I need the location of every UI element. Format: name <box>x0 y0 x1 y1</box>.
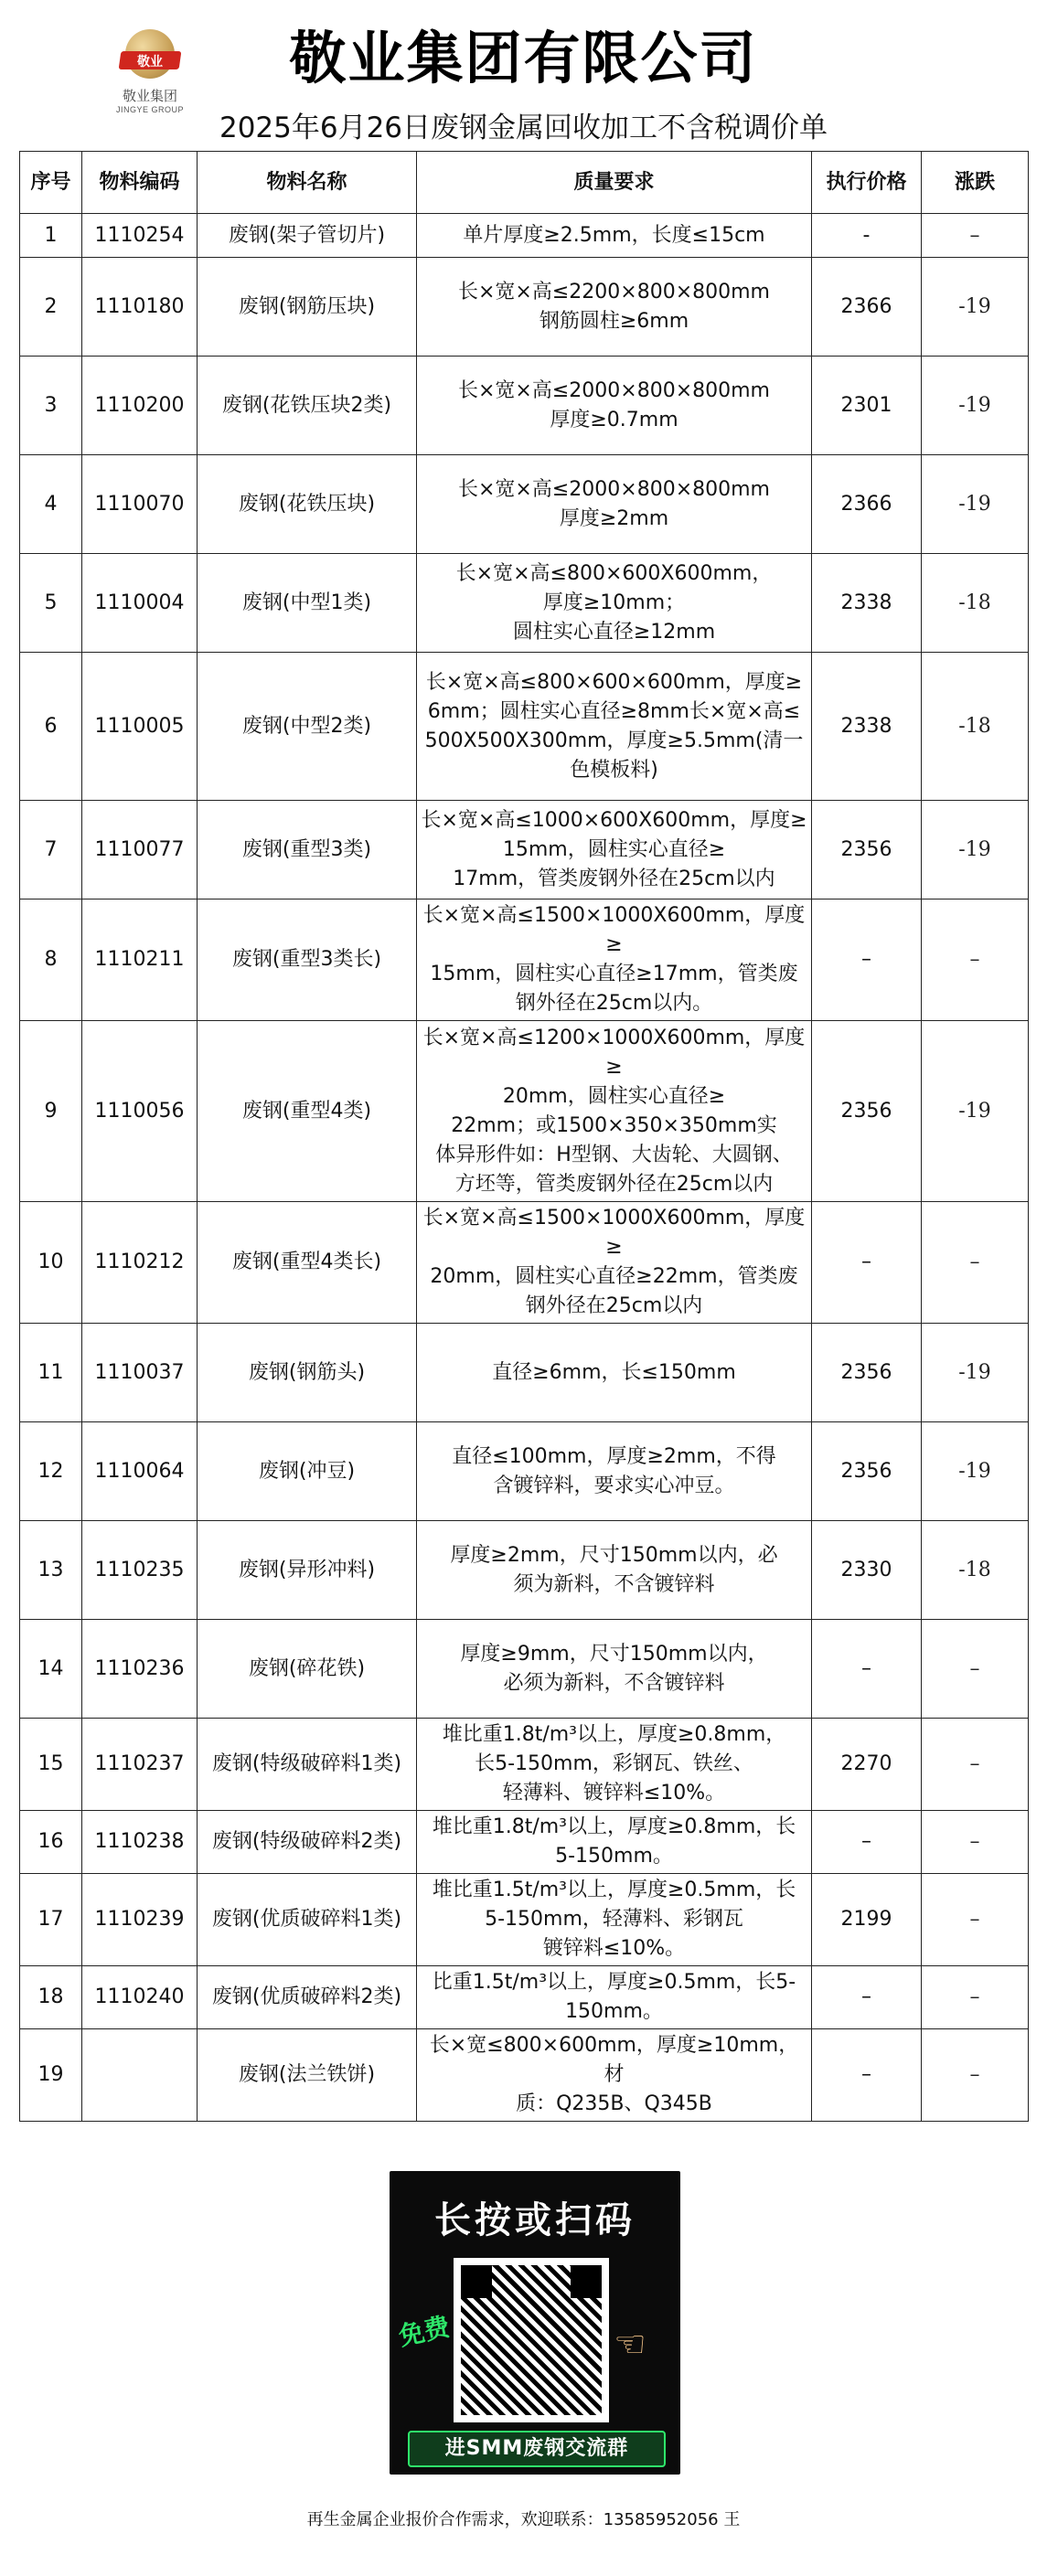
row-number-cell: 6 <box>20 653 82 801</box>
table-row <box>20 1202 1029 1324</box>
row-number-cell: 14 <box>20 1620 82 1719</box>
logo-text-en: JINGYE GROUP <box>115 105 184 114</box>
material-name-cell: 废钢(碎花铁) <box>198 1620 417 1719</box>
table-row <box>20 1719 1029 1811</box>
document-subtitle: 2025年6月26日废钢金属回收加工不含税调价单 <box>219 112 828 144</box>
row-number-cell: 18 <box>20 1966 82 2029</box>
pointing-hand-icon: ☜ <box>614 2324 646 2366</box>
row-number-cell: 17 <box>20 1874 82 1966</box>
row-number-cell: 5 <box>20 554 82 653</box>
material-name-cell: 废钢(重型3类) <box>198 801 417 899</box>
qr-banner: 进SMM废钢交流群 <box>408 2431 666 2467</box>
qr-promo-card[interactable] <box>390 2171 680 2475</box>
material-name-cell: 废钢(花铁压块) <box>198 455 417 554</box>
row-number-cell: 8 <box>20 899 82 1021</box>
material-name-cell: 废钢(钢筋压块) <box>198 258 417 357</box>
material-name-cell: 废钢(中型2类) <box>198 653 417 801</box>
row-number-cell: 10 <box>20 1202 82 1324</box>
table-row <box>20 1966 1029 2029</box>
material-code-cell: 1110235 <box>82 1521 198 1620</box>
material-code-cell: 1110064 <box>82 1422 198 1521</box>
quality-requirement-cell: 直径≤100mm，厚度≥2mm，不得 含镀锌料，要求实心冲豆。 <box>417 1422 812 1521</box>
company-name: 敬业集团有限公司 <box>289 25 758 91</box>
price-change-cell: -19 <box>922 455 1029 554</box>
price-cell: – <box>812 2029 922 2122</box>
price-change-cell: -19 <box>922 1324 1029 1422</box>
quality-requirement-cell: 长×宽×高≤1200×1000X600mm，厚度≥ 20mm，圆柱实心直径≥ 22mm；或1500×350×350mm实 体异形件如：H型钢、大齿轮、大圆钢、 方坯等，管类废钢外径在25cm以内 <box>417 1021 812 1202</box>
col-header-price: 执行价格 <box>812 152 922 214</box>
price-cell: 2356 <box>812 1422 922 1521</box>
quality-requirement-cell: 长×宽×高≤2200×800×800mm 钢筋圆柱≥6mm <box>417 258 812 357</box>
quality-requirement-cell: 堆比重1.8t/m³以上，厚度≥0.8mm， 长5-150mm，彩钢瓦、铁丝、 轻薄料、镀锌料≤10%。 <box>417 1719 812 1811</box>
quality-requirement-cell: 长×宽×高≤1000×600X600mm，厚度≥ 15mm，圆柱实心直径≥ 17mm，管类废钢外径在25cm以内 <box>417 801 812 899</box>
price-cell: 2338 <box>812 554 922 653</box>
price-change-cell: -19 <box>922 258 1029 357</box>
table-row <box>20 214 1029 258</box>
row-number-cell: 16 <box>20 1811 82 1874</box>
quality-requirement-cell: 长×宽×高≤2000×800×800mm 厚度≥0.7mm <box>417 357 812 455</box>
logo-emblem-icon: 敬业 <box>118 27 182 80</box>
price-cell: 2366 <box>812 258 922 357</box>
row-number-cell: 9 <box>20 1021 82 1202</box>
price-change-cell: -19 <box>922 801 1029 899</box>
table-row <box>20 1021 1029 1202</box>
col-header-requirement: 质量要求 <box>417 152 812 214</box>
price-cell: 2199 <box>812 1874 922 1966</box>
material-name-cell: 废钢(法兰铁饼) <box>198 2029 417 2122</box>
price-cell: 2356 <box>812 801 922 899</box>
price-change-cell: -19 <box>922 1422 1029 1521</box>
row-number-cell: 2 <box>20 258 82 357</box>
table-row <box>20 258 1029 357</box>
price-change-cell: – <box>922 1620 1029 1719</box>
quality-requirement-cell: 长×宽≤800×600mm，厚度≥10mm，材 质：Q235B、Q345B <box>417 2029 812 2122</box>
price-cell: - <box>812 214 922 258</box>
row-number-cell: 1 <box>20 214 82 258</box>
table-row <box>20 357 1029 455</box>
quality-requirement-cell: 直径≥6mm，长≤150mm <box>417 1324 812 1422</box>
price-change-cell: – <box>922 1811 1029 1874</box>
price-cell: – <box>812 1811 922 1874</box>
price-change-cell: -18 <box>922 653 1029 801</box>
material-name-cell: 废钢(特级破碎料2类) <box>198 1811 417 1874</box>
row-number-cell: 4 <box>20 455 82 554</box>
price-table <box>19 151 1029 2122</box>
price-cell: 2356 <box>812 1324 922 1422</box>
table-row <box>20 1874 1029 1966</box>
row-number-cell: 3 <box>20 357 82 455</box>
material-code-cell: 1110070 <box>82 455 198 554</box>
table-row <box>20 1811 1029 1874</box>
quality-requirement-cell: 单片厚度≥2.5mm，长度≤15cm <box>417 214 812 258</box>
price-cell: 2330 <box>812 1521 922 1620</box>
material-name-cell: 废钢(异形冲料) <box>198 1521 417 1620</box>
material-code-cell: 1110254 <box>82 214 198 258</box>
material-code-cell: 1110211 <box>82 899 198 1021</box>
price-change-cell: – <box>922 214 1029 258</box>
table-row <box>20 1324 1029 1422</box>
material-code-cell <box>82 2029 198 2122</box>
price-cell: 2270 <box>812 1719 922 1811</box>
logo-text-cn: 敬业集团 <box>122 88 177 104</box>
qr-free-label: 免费 <box>396 2311 453 2352</box>
material-name-cell: 废钢(优质破碎料2类) <box>198 1966 417 2029</box>
price-change-cell: – <box>922 1966 1029 2029</box>
quality-requirement-cell: 堆比重1.5t/m³以上，厚度≥0.5mm，长 5-150mm，轻薄料、彩钢瓦 镀锌料≤10%。 <box>417 1874 812 1966</box>
quality-requirement-cell: 比重1.5t/m³以上，厚度≥0.5mm，长5- 150mm。 <box>417 1966 812 2029</box>
material-code-cell: 1110239 <box>82 1874 198 1966</box>
material-name-cell: 废钢(重型4类长) <box>198 1202 417 1324</box>
col-header-change: 涨跌 <box>922 152 1029 214</box>
price-change-cell: – <box>922 1874 1029 1966</box>
table-row <box>20 2029 1029 2122</box>
quality-requirement-cell: 堆比重1.8t/m³以上，厚度≥0.8mm，长 5-150mm。 <box>417 1811 812 1874</box>
price-cell: – <box>812 1202 922 1324</box>
material-code-cell: 1110005 <box>82 653 198 801</box>
material-name-cell: 废钢(中型1类) <box>198 554 417 653</box>
quality-requirement-cell: 长×宽×高≤2000×800×800mm 厚度≥2mm <box>417 455 812 554</box>
price-change-cell: – <box>922 2029 1029 2122</box>
row-number-cell: 7 <box>20 801 82 899</box>
row-number-cell: 15 <box>20 1719 82 1811</box>
material-name-cell: 废钢(优质破碎料1类) <box>198 1874 417 1966</box>
price-cell: – <box>812 899 922 1021</box>
material-code-cell: 1110200 <box>82 357 198 455</box>
row-number-cell: 11 <box>20 1324 82 1422</box>
price-cell: 2366 <box>812 455 922 554</box>
table-row <box>20 653 1029 801</box>
quality-requirement-cell: 长×宽×高≤800×600X600mm， 厚度≥10mm； 圆柱实心直径≥12mm <box>417 554 812 653</box>
quality-requirement-cell: 厚度≥9mm，尺寸150mm以内， 必须为新料，不含镀锌料 <box>417 1620 812 1719</box>
quality-requirement-cell: 长×宽×高≤800×600×600mm，厚度≥ 6mm；圆柱实心直径≥8mm长×宽×高≤ 500X500X300mm，厚度≥5.5mm(清一 色模板料) <box>417 653 812 801</box>
table-row <box>20 554 1029 653</box>
table-row <box>20 801 1029 899</box>
price-change-cell: – <box>922 899 1029 1021</box>
row-number-cell: 13 <box>20 1521 82 1620</box>
qr-title: 长按或扫码 <box>434 2199 636 2241</box>
table-row <box>20 1521 1029 1620</box>
table-row <box>20 1620 1029 1719</box>
price-cell: 2356 <box>812 1021 922 1202</box>
price-change-cell: – <box>922 1719 1029 1811</box>
table-header-row <box>20 152 1029 214</box>
price-cell: 2301 <box>812 357 922 455</box>
quality-requirement-cell: 长×宽×高≤1500×1000X600mm，厚度≥ 20mm，圆柱实心直径≥22mm，管类废 钢外径在25cm以内 <box>417 1202 812 1324</box>
table-row <box>20 899 1029 1021</box>
material-name-cell: 废钢(特级破碎料1类) <box>198 1719 417 1811</box>
price-cell: – <box>812 1620 922 1719</box>
material-name-cell: 废钢(冲豆) <box>198 1422 417 1521</box>
qr-code-icon[interactable] <box>454 2258 609 2422</box>
quality-requirement-cell: 长×宽×高≤1500×1000X600mm，厚度≥ 15mm，圆柱实心直径≥17mm，管类废 钢外径在25cm以内。 <box>417 899 812 1021</box>
price-cell: 2338 <box>812 653 922 801</box>
material-code-cell: 1110240 <box>82 1966 198 2029</box>
row-number-cell: 19 <box>20 2029 82 2122</box>
material-code-cell: 1110077 <box>82 801 198 899</box>
material-code-cell: 1110037 <box>82 1324 198 1422</box>
material-name-cell: 废钢(钢筋头) <box>198 1324 417 1422</box>
col-header-code: 物料编码 <box>82 152 198 214</box>
table-row <box>20 455 1029 554</box>
quality-requirement-cell: 厚度≥2mm，尺寸150mm以内，必 须为新料，不含镀锌料 <box>417 1521 812 1620</box>
price-change-cell: -18 <box>922 1521 1029 1620</box>
material-name-cell: 废钢(架子管切片) <box>198 214 417 258</box>
material-name-cell: 废钢(花铁压块2类) <box>198 357 417 455</box>
material-code-cell: 1110237 <box>82 1719 198 1811</box>
material-name-cell: 废钢(重型3类长) <box>198 899 417 1021</box>
col-header-no: 序号 <box>20 152 82 214</box>
col-header-name: 物料名称 <box>198 152 417 214</box>
material-code-cell: 1110212 <box>82 1202 198 1324</box>
material-code-cell: 1110004 <box>82 554 198 653</box>
material-code-cell: 1110180 <box>82 258 198 357</box>
price-change-cell: -18 <box>922 554 1029 653</box>
material-code-cell: 1110056 <box>82 1021 198 1202</box>
material-code-cell: 1110236 <box>82 1620 198 1719</box>
footer-contact: 再生金属企业报价合作需求，欢迎联系：13585952056 王 <box>306 2510 741 2529</box>
price-cell: – <box>812 1966 922 2029</box>
price-change-cell: -19 <box>922 1021 1029 1202</box>
material-name-cell: 废钢(重型4类) <box>198 1021 417 1202</box>
price-change-cell: -19 <box>922 357 1029 455</box>
table-row <box>20 1422 1029 1521</box>
document-header <box>0 0 1047 151</box>
material-code-cell: 1110238 <box>82 1811 198 1874</box>
price-change-cell: – <box>922 1202 1029 1324</box>
row-number-cell: 12 <box>20 1422 82 1521</box>
